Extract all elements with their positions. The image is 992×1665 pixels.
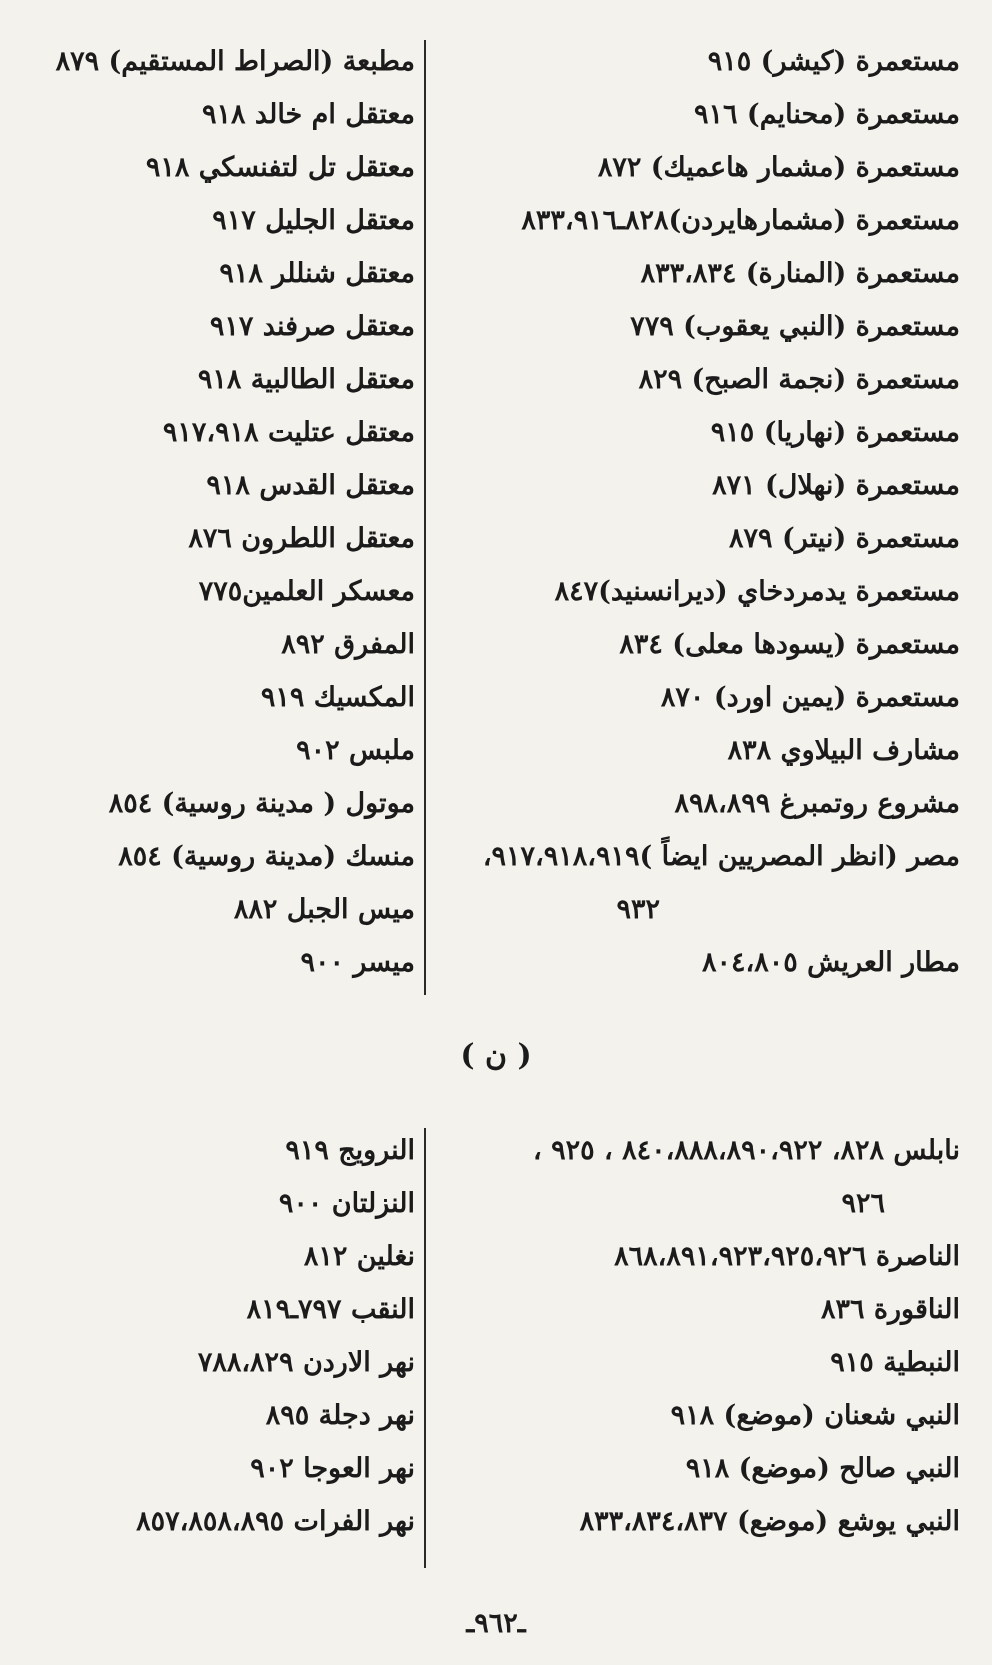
index-entry: نهر الاردن ٧٨٨،٨٢٩ xyxy=(197,1347,415,1378)
index-entry: مستعمرة (نيتر) ٨٧٩ xyxy=(729,523,960,554)
index-entry: النرويج ٩١٩ xyxy=(285,1135,415,1166)
index-entry: مستعمرة (محنايم) ٩١٦ xyxy=(694,99,960,130)
index-entry: مستعمرة (مشمارهايردن)٨٢٨ـ٨٣٣،٩١٦ xyxy=(521,205,960,236)
index-entry: معسكر العلمين٧٧٥ xyxy=(198,576,415,607)
index-entry: النبي صالح (موضع) ٩١٨ xyxy=(685,1453,960,1484)
column-divider xyxy=(424,40,426,995)
index-entry: معتقل عتليت ٩١٧،٩١٨ xyxy=(162,417,415,448)
index-entry: الناصرة ٨٦٨،٨٩١،٩٢٣،٩٢٥،٩٢٦ xyxy=(614,1241,960,1272)
index-entry: مستعمرة يدمردخاي (ديرانسنيد)٨٤٧ xyxy=(554,576,960,607)
index-entry: معتقل تل لتفنسكي ٩١٨ xyxy=(145,152,415,183)
index-entry: نهر دجلة ٨٩٥ xyxy=(265,1400,415,1431)
index-entry: معتقل اللطرون ٨٧٦ xyxy=(188,523,415,554)
index-entry: النبي شعنان (موضع) ٩١٨ xyxy=(670,1400,960,1431)
index-entry: مشروع روتمبرغ ٨٩٨،٨٩٩ xyxy=(674,788,960,819)
index-entry: موتول ( مدينة روسية) ٨٥٤ xyxy=(108,788,415,819)
index-entry-continuation: ٩٣٢ xyxy=(616,894,660,925)
index-entry: مطار العريش ٨٠٤،٨٠٥ xyxy=(702,947,960,978)
index-entry: ميسر ٩٠٠ xyxy=(300,947,415,978)
index-entry: النزلتان ٩٠٠ xyxy=(278,1188,415,1219)
index-entry: مطبعة (الصراط المستقيم) ٨٧٩ xyxy=(55,46,415,77)
index-entry: مصر (انظر المصريين ايضاً )٩١٧،٩١٨،٩١٩، xyxy=(482,841,960,872)
index-entry: ملبس ٩٠٢ xyxy=(296,735,415,766)
section-heading: ( ن ) xyxy=(460,1038,532,1073)
index-entry: مشارف البيلاوي ٨٣٨ xyxy=(727,735,960,766)
index-entry: مستعمرة (يمين اورد) ٨٧٠ xyxy=(660,682,960,713)
section1-right-column xyxy=(420,37,960,978)
index-entry: مستعمرة (المنارة) ٨٣٣،٨٣٤ xyxy=(640,258,960,289)
index-entry: مستعمرة (نهاريا) ٩١٥ xyxy=(710,417,960,448)
index-entry: الناقورة ٨٣٦ xyxy=(820,1294,960,1325)
section2-left-column xyxy=(60,1126,415,1556)
index-entry: منسك (مدينة روسية) ٨٥٤ xyxy=(118,841,415,872)
page-number: ـ٩٦٢ـ xyxy=(466,1608,526,1639)
index-entry: المكسيك ٩١٩ xyxy=(260,682,415,713)
index-entry-continuation: ٩٢٦ xyxy=(841,1188,885,1219)
index-entry: معتقل شنللر ٩١٨ xyxy=(219,258,415,289)
index-entry: النبي يوشع (موضع) ٨٣٣،٨٣٤،٨٣٧ xyxy=(579,1506,960,1537)
index-entry: نابلس ٨٢٨، ٨٤٠،٨٨٨،٨٩٠،٩٢٢ ، ٩٢٥ ، xyxy=(533,1135,960,1166)
index-entry: معتقل صرفند ٩١٧ xyxy=(209,311,415,342)
index-entry: مستعمرة (نجمة الصبح) ٨٢٩ xyxy=(638,364,960,395)
index-entry: نغلين ٨١٢ xyxy=(303,1241,415,1272)
index-entry: مستعمرة (النبي يعقوب) ٧٧٩ xyxy=(630,311,960,342)
section2-right-column xyxy=(420,1126,960,1556)
index-entry: مستعمرة (يسودها معلى) ٨٣٤ xyxy=(619,629,960,660)
index-entry: النقب ٧٩٧ـ٨١٩ xyxy=(246,1294,415,1325)
index-entry: النبطية ٩١٥ xyxy=(830,1347,960,1378)
index-entry: معتقل الطالبية ٩١٨ xyxy=(197,364,415,395)
index-entry: مستعمرة (مشمار هاعميك) ٨٧٢ xyxy=(597,152,960,183)
index-entry: المفرق ٨٩٢ xyxy=(281,629,415,660)
index-entry: مستعمرة (كيشر) ٩١٥ xyxy=(707,46,960,77)
section1-left-column xyxy=(55,37,415,978)
index-entry: معتقل الجليل ٩١٧ xyxy=(212,205,415,236)
index-entry: نهر العوجا ٩٠٢ xyxy=(250,1453,415,1484)
index-entry: ميس الجبل ٨٨٢ xyxy=(233,894,415,925)
index-entry: نهر الفرات ٨٥٧،٨٥٨،٨٩٥ xyxy=(136,1506,415,1537)
index-entry: مستعمرة (نهلال) ٨٧١ xyxy=(712,470,960,501)
index-entry: معتقل القدس ٩١٨ xyxy=(206,470,415,501)
column-divider xyxy=(424,1128,426,1568)
index-entry: معتقل ام خالد ٩١٨ xyxy=(202,99,415,130)
